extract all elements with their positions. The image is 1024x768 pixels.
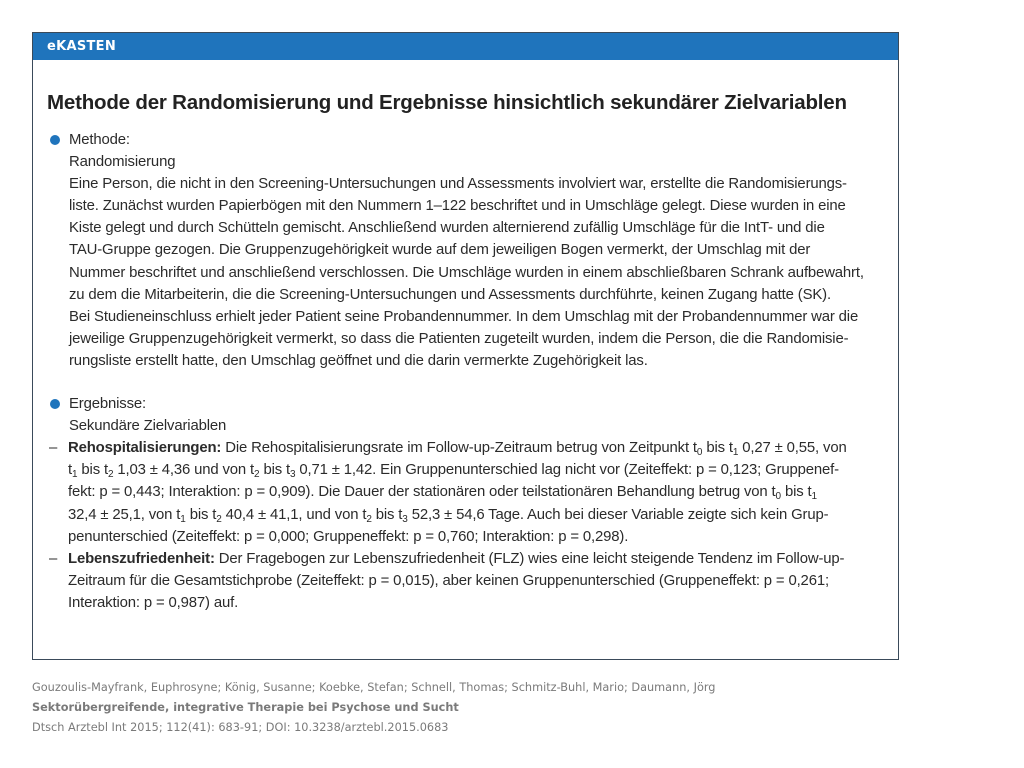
box-header: eKASTEN xyxy=(33,33,898,60)
paragraph-line: liste. Zunächst wurden Papierbögen mit den Nummern 1–122 beschriftet und in Umschläge gelegt. Diese wurden in eine xyxy=(69,198,846,215)
paragraph-line: zu dem die Mitarbeiterin, die die Screening-Untersuchungen und Assessments durchführte, keinen Zugang hatte (SK). xyxy=(69,286,831,303)
methode-paragraph xyxy=(69,173,887,372)
footer-title: Sektorübergreifende, integrative Therapie bei Psychose und Sucht xyxy=(32,701,459,714)
methode-subheading: Randomisierung xyxy=(69,154,176,171)
ergebnisse-heading: Ergebnisse: xyxy=(69,396,146,413)
box-content xyxy=(45,129,887,614)
dash-icon: – xyxy=(49,550,58,567)
paragraph-line: Kiste gelegt und durch Schütteln gemischt. Anschließend wurden alternierend zufällig Umschläge für die IntT- und die xyxy=(69,220,825,237)
section-methode xyxy=(45,129,887,372)
box-title: Methode der Randomisierung und Ergebnisse hinsichtlich sekundärer Zielvariablen xyxy=(47,91,847,114)
rehosp-line-2: $t_1$ bis $t_2$ 1,03 ± 4,36 und von $t_2$ bis $t_3$ 0,71 ± 1,42. Ein Gruppenunterschied lag nicht vor (Zeiteffekt: p = 0,123; Gruppenef- xyxy=(68,462,839,481)
rehosp-line-3: fekt: p = 0,443; Interaktion: p = 0,909). Die Dauer der stationären oder teilstationären Behandlung betrug von $t_0$ bis $t_1$ xyxy=(68,484,817,503)
leben-line-3: Interaktion: p = 0,987) auf. xyxy=(68,594,239,611)
rehosp-label: Rehospitalisierungen: xyxy=(68,440,222,457)
paragraph-line: Bei Studieneinschluss erhielt jeder Patient seine Probandennummer. In dem Umschlag mit der Probandennummer war die xyxy=(69,308,859,325)
bullet-icon xyxy=(50,135,60,145)
dash-icon: – xyxy=(49,440,58,457)
paragraph-line: rungsliste erstellt hatte, den Umschlag geöffnet und die darin vermerkte Zugehörigkeit las. xyxy=(69,352,648,369)
methode-heading: Methode: xyxy=(69,132,130,148)
rehospitalisierungen-item xyxy=(49,437,887,547)
ergebnisse-subheading: Sekundäre Zielvariablen xyxy=(69,418,227,435)
citation-footer xyxy=(32,678,715,738)
ekasten-box xyxy=(32,32,899,660)
paragraph-line: Nummer beschriftet und anschließend verschlossen. Die Umschläge wurden in einem abschließbaren Schrank aufbewahrt, xyxy=(69,264,864,281)
footer-authors: Gouzoulis-Mayfrank, Euphrosyne; König, Susanne; Koebke, Stefan; Schnell, Thomas; Schmitz-Buhl, Mario; Daumann, Jörg xyxy=(32,681,716,694)
leben-line-1: Lebenszufriedenheit: Der Fragebogen zur Lebenszufriedenheit (FLZ) wies eine leicht steigende Tendenz im Follow-up- xyxy=(68,550,845,567)
leben-label: Lebenszufriedenheit: xyxy=(68,550,215,567)
leben-line-2: Zeitraum für die Gesamtstichprobe (Zeiteffekt: p = 0,015), aber keinen Gruppenunterschied (Gruppeneffekt: p = 0,261; xyxy=(68,572,829,589)
lebenszufriedenheit-item xyxy=(49,548,887,614)
paragraph-line: jeweilige Gruppenzugehörigkeit vermerkt, so dass die Patienten zugeteilt wurden, indem die Person, die die Randomisie- xyxy=(69,330,849,347)
footer-citation: Dtsch Arztebl Int 2015; 112(41): 683-91; DOI: 10.3238/arztebl.2015.0683 xyxy=(32,721,449,734)
rehosp-line-4: 32,4 ± 25,1, von $t_1$ bis $t_2$ 40,4 ± 41,1, und von $t_2$ bis $t_3$ 52,3 ± 54,6 Tage. Auch bei dieser Variable zeigte sich kein Grup- xyxy=(68,506,829,525)
bullet-icon xyxy=(50,399,60,409)
section-ergebnisse xyxy=(45,393,887,614)
rehosp-line-1: Rehospitalisierungen: Die Rehospitalisierungsrate im Follow-up-Zeitraum betrug von Zeitpunkt $t_0$ bis $t_1$ 0,27 ± 0,55, von xyxy=(68,440,847,459)
paragraph-line: Eine Person, die nicht in den Screening-Untersuchungen und Assessments involviert war, erstellte die Randomisierungs- xyxy=(69,176,847,193)
paragraph-line: TAU-Gruppe gezogen. Die Gruppenzugehörigkeit wurde auf dem jeweiligen Bogen vermerkt, der Umschlag mit der xyxy=(69,242,811,259)
rehosp-line-5: penunterschied (Zeiteffekt: p = 0,000; Gruppeneffekt: p = 0,760; Interaktion: p = 0,298). xyxy=(68,528,629,545)
